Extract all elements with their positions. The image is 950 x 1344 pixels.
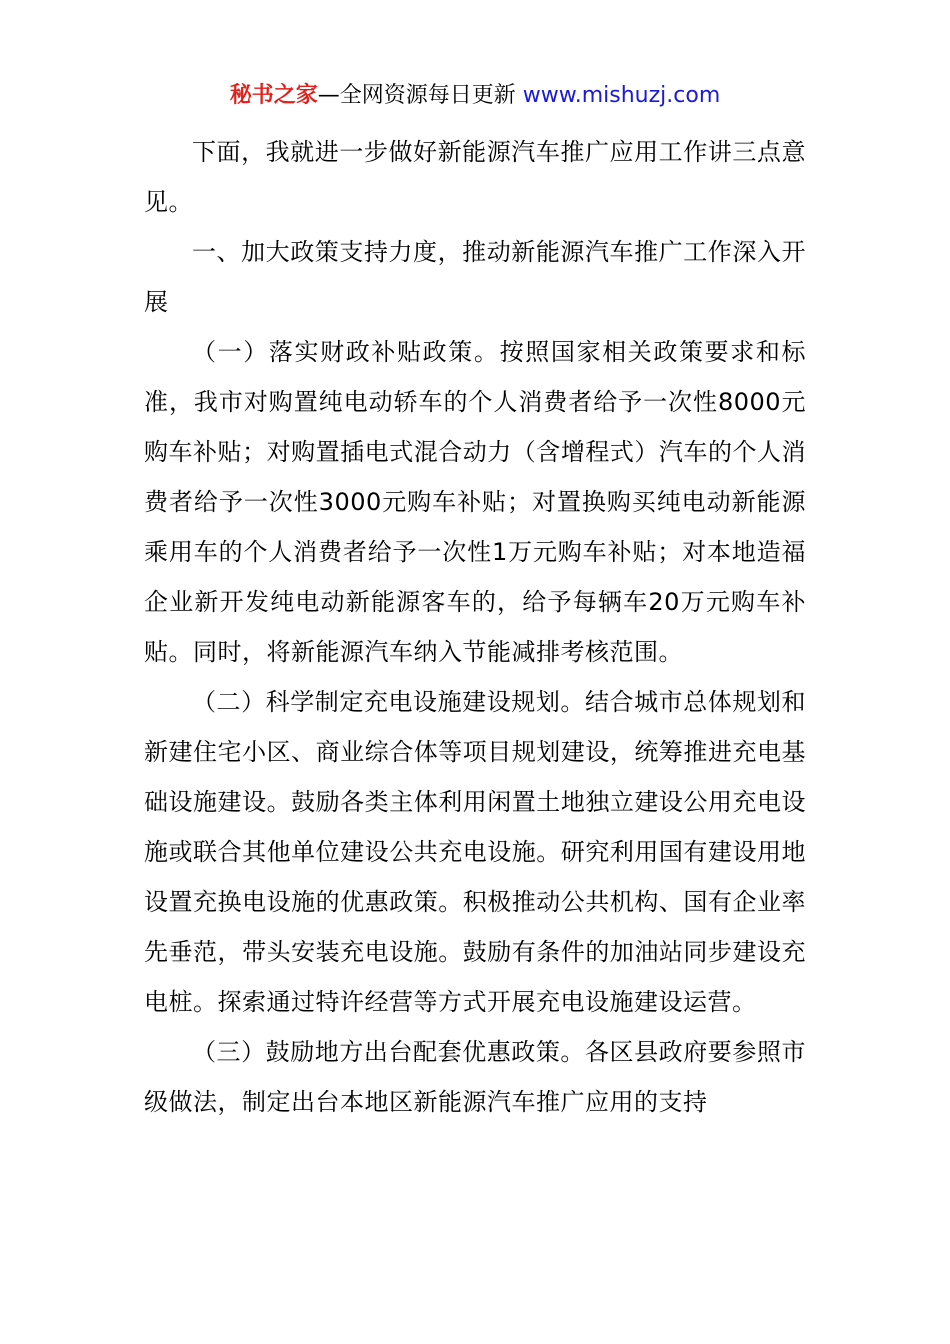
- site-brand: 秘书之家: [229, 83, 318, 108]
- paragraph-charging-plan: （二）科学制定充电设施建设规划。结合城市总体规划和新建住宅小区、商业综合体等项目规划建设，统筹推进充电基础设施建设。鼓励各类主体利用闲置土地独立建设公用充电设施或联合其他单位建设公共充电设施。研究利用国有建设用地设置充换电设施的优惠政策。积极推动公共机构、国有企业率先垂范，带头安装充电设施。鼓励有条件的加油站同步建设充电桩。探索通过特许经营等方式开展充电设施建设运营。: [144, 688, 806, 1016]
- paragraph-subsidy: （一）落实财政补贴政策。按照国家相关政策要求和标准，我市对购置纯电动轿车的个人消费者给予一次性8000元购车补贴；对购置插电式混合动力（含增程式）汽车的个人消费者给予一次性3000元购车补贴；对置换购买纯电动新能源乘用车的个人消费者给予一次性1万元购车补贴；对本地造福企业新开发纯电动新能源客车的，给予每辆车20万元购车补贴。同时，将新能源汽车纳入节能减排考核范围。: [144, 338, 806, 666]
- site-url-link[interactable]: www.mishuzj.com: [522, 83, 721, 108]
- paragraph-intro: 下面，我就进一步做好新能源汽车推广应用工作讲三点意见。: [144, 138, 806, 216]
- watermark-header: [0, 80, 950, 112]
- paragraph-local-policy: （三）鼓励地方出台配套优惠政策。各区县政府要参照市级做法，制定出台本地区新能源汽车推广应用的支持: [144, 1038, 806, 1116]
- document-body: [144, 127, 806, 1127]
- site-slogan: —全网资源每日更新: [317, 83, 516, 108]
- section-heading-1: 一、加大政策支持力度，推动新能源汽车推广工作深入开展: [144, 238, 806, 316]
